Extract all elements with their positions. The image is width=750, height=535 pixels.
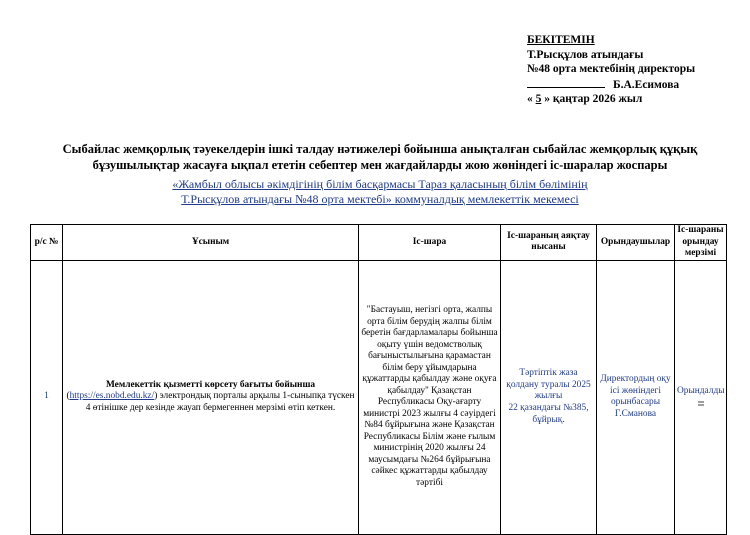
action-plan-table <box>30 224 727 535</box>
completion-line-1: Тәртіптік жаза қолдану туралы 2025 жылғы <box>506 368 591 402</box>
table-header-row <box>31 225 727 261</box>
recommendation-title: Мемлекеттік қызметті көрсету бағыты бойынша <box>105 379 316 390</box>
approval-heading: БЕКІТЕМІН <box>527 34 595 46</box>
header-recommendation: Ұсыным <box>63 225 359 261</box>
approval-line-2: №48 орта мектебінің директоры <box>527 63 696 75</box>
document-title: Сыбайлас жемқорлық тәуекелдерін ішкі талдау нәтижелері бойынша анықталған сыбайлас жемқорлық құқық бұзушылықтар жасауға ықпал ететін себептер мен жағдайларды жою жөніндегі іс-шаралар жоспары <box>62 142 698 172</box>
cell-num: 1 <box>31 260 63 534</box>
date-day: 5 <box>535 93 542 105</box>
subtitle-line-2: Т.Рысқұлов атындағы №48 орта мектебі» коммуналдық мемлекеттік мекемесі <box>181 192 579 206</box>
table-row <box>31 260 727 534</box>
signature-blank <box>527 77 605 88</box>
deadline-text: Орындалды <box>677 385 725 396</box>
date-close-quote: » <box>544 93 550 105</box>
approval-signer: Б.А.Есимова <box>613 78 680 91</box>
recommendation-body: (https://es.nobd.edu.kz/) электрондық порталы арқылы 1-сыныпқа түскен 4 өтінішке дер кезінде жауап бермегеннен мерзімі өтіп кеткен. <box>66 391 355 414</box>
check-mark-icon <box>677 401 724 409</box>
date-open-quote: « <box>527 93 533 105</box>
document-subtitle <box>60 177 700 207</box>
header-num: р/с № <box>31 225 63 261</box>
cell-responsible: Директордың оқу ісі жөніндегі орынбасары Г.Сманова <box>597 260 675 534</box>
cell-deadline <box>675 260 727 534</box>
recommendation-link[interactable]: https://es.nobd.edu.kz/ <box>69 391 155 402</box>
subtitle-line-1: «Жамбыл облысы әкімдігінің білім басқармасы Тараз қаласының білім бөлімінің <box>172 177 588 191</box>
cell-completion-form <box>501 260 597 534</box>
cell-recommendation <box>63 260 359 534</box>
header-responsible: Орындаушылар <box>597 225 675 261</box>
completion-line-2: 22 қазандағы №385, бұйрық. <box>508 403 589 425</box>
approval-date <box>527 92 747 107</box>
approval-block <box>527 33 747 107</box>
header-action: Іс-шара <box>359 225 501 261</box>
header-deadline: Іс-шараны орындау мерзімі <box>675 225 727 261</box>
cell-action: "Бастауыш, негізгі орта, жалпы орта білім берудің жалпы білім беретін бағдарламалары бойынша оқыту үшін ведомстволық бағыныстылығына қарамастан білім беру ұйымдарына құжаттарды қабылдау және оқуға қабылдау" Қазақстан Республикасы Оқу-ағарту министрі 2023 жылғы 4 сәуірдегі №84 бұйрығына және Қазақстан Республикасы Білім және ғылым министрінің 2020 жылғы 24 маусымдағы №264 бұйрығына сәйкес құжаттарды қабылдау тәртібі <box>359 260 501 534</box>
approval-line-1: Т.Рысқұлов атындағы <box>527 48 644 61</box>
approval-signature-line <box>527 77 747 93</box>
header-completion-form: Іс-шараның аяқтау нысаны <box>501 225 597 261</box>
date-rest: қаңтар 2026 жыл <box>552 93 643 105</box>
recommendation-text: электрондық порталы арқылы 1-сыныпқа түскен 4 өтінішке дер кезінде жауап бермегеннен мерзімі өтіп кеткен. <box>85 391 355 414</box>
